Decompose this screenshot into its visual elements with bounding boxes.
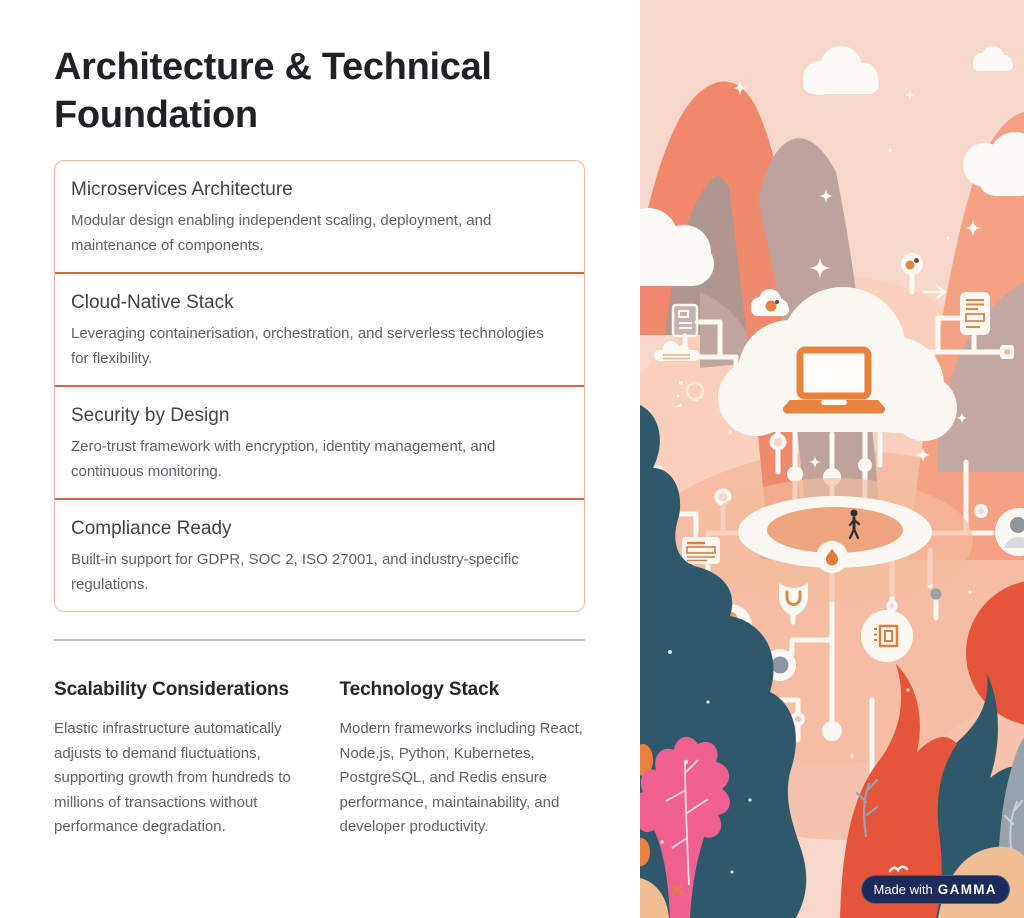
card-body: Modular design enabling independent scaling, deployment, and maintenance of components.	[71, 212, 492, 254]
drop-node	[816, 541, 848, 573]
bottom-sections	[54, 678, 585, 840]
server-icon	[960, 292, 990, 335]
card-title: Compliance Ready	[71, 518, 232, 539]
bank-icon	[861, 610, 913, 662]
platform-ring	[697, 478, 973, 602]
card-body: Built-in support for GDPR, SOC 2, ISO 27001, and industry-specific regulations.	[71, 551, 519, 593]
section-body: Elastic infrastructure automatically adjusts to demand fluctuations, supporting growth from hundreds to millions of transactions without performance degradation.	[54, 720, 291, 836]
card-title: Microservices Architecture	[71, 179, 293, 200]
section-body: Modern frameworks including React, Node.js, Python, Kubernetes, PostgreSQL, and Redis ensure performance, maintainability, and developer productivity.	[339, 720, 583, 836]
card-title: Cloud-Native Stack	[71, 292, 234, 313]
laptop-icon	[783, 350, 885, 414]
card-microservices	[55, 161, 584, 274]
card-body: Leveraging containerisation, orchestration, and serverless technologies for flexibility.	[71, 325, 544, 367]
card-body: Zero-trust framework with encryption, identity management, and continuous monitoring.	[71, 438, 496, 480]
section-scalability	[54, 678, 300, 840]
invoice-icon	[682, 537, 720, 564]
illustration-panel	[640, 0, 1024, 918]
illustration-svg	[640, 0, 1024, 918]
gamma-logo: GAMMA	[937, 881, 997, 897]
document-icon	[673, 305, 697, 336]
dot-node	[901, 253, 923, 275]
badge-prefix: Made with	[873, 881, 933, 897]
card-cloud-native	[55, 274, 584, 387]
section-technology	[340, 678, 586, 840]
made-with-gamma-badge[interactable]	[861, 875, 1011, 905]
feature-card-list	[54, 160, 585, 612]
section-title: Scalability Considerations	[54, 679, 289, 700]
card-security	[55, 387, 584, 500]
section-title: Technology Stack	[339, 679, 500, 700]
section-divider	[54, 639, 585, 641]
card-title: Security by Design	[71, 405, 230, 426]
page-title: Architecture & Technical Foundation	[54, 46, 492, 136]
card-compliance	[55, 500, 584, 611]
